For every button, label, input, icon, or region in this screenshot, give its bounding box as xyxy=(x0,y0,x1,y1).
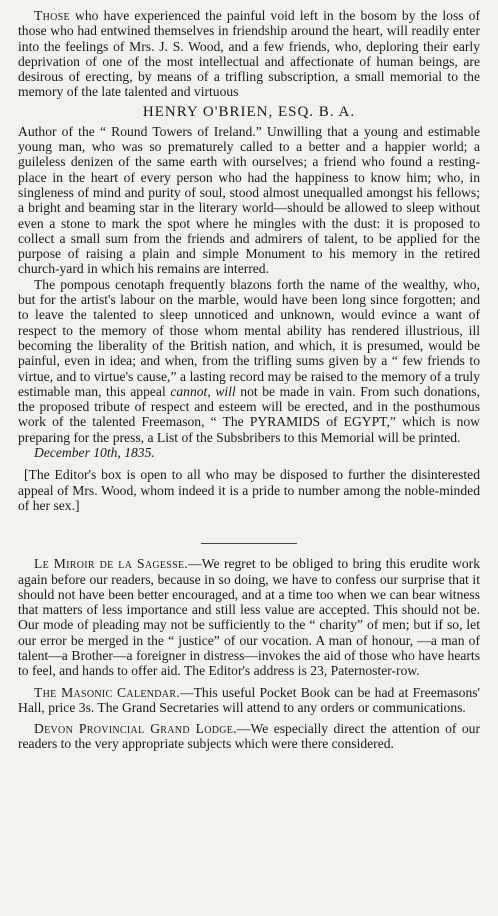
section-divider xyxy=(201,543,297,544)
appeal-paragraph: Author of the “ Round Towers of Ireland.” Unwilling that a young and estimable young man, who was so prematurely called to a better and a happier world; a guileless denizen of the same earth with ourselves; a friend who found a resting-place in the heart of every person who had the happiness to know him; who, in singleness of mind and purity of soul, stood almost unequalled amongst his fellows; a bright and beaming star in the literary world—should be allowed to sleep without even a stone to mark the spot where he mingles with the dust: it is proposed to collect a small sum from the friends and admirers of talent, to be applied for the purpose of raising a plain and simple Monument to his memory in the retired church-yard in which his remains are interred. xyxy=(18,123,480,277)
intro-text: who have experienced the painful void left in the bosom by the loss of those who had entwined themselves in friendship around the heart, will readily enter into the feelings of Mrs. J. S. Wood, and a few friends, who, deploring their early deprivation of one of the most intellectual and affectionate of human beings, are desirous of erecting, by means of a trifling subscription, a small memorial to the memory of the late talented and virtuous xyxy=(18,8,480,100)
editor-note: [The Editor's box is open to all who may be disposed to further the disinterested appeal of Mrs. Wood, whom indeed it is a pride to number among the noble-minded of her sex.] xyxy=(18,467,480,513)
notice-title: The Masonic Calendar. xyxy=(34,684,180,700)
notice-text: —We regret to be obliged to bring this erudite work again before our readers, because in so doing, we have to confess our surprise that it should not have been better encouraged, and at a time too when we can bear witness that matters of less importance and still less value are accepted. This should not be. Our mode of pleading may not be sufficiently to the “ charity” of men; but if so, let our error be merged in the “ justice” of our vocation. A man of honour, —a man of talent—a Brother—a foreigner in distress—invokes the aid of those who have hearts to feel, and hands to offer aid. The Editor's address is 23, Paternoster-row. xyxy=(18,556,480,679)
cenotaph-text-a: The pompous cenotaph frequently blazons forth the name of the wealthy, who, but for the artist's labour on the marble, would have been long since forgotten; and to leave the talented to sleep unnoticed and unknown, would evince a want of respect to the memory of those whom mental ability has rendered illustrious, ill becoming the liberality of the British nation, and which, it is presumed, would be painful, even in idea; and when, from the trifling sums given by a “ few friends to virtue, and to virtue's cause,” a lasting record may be raised to the memory of a truly estimable man, this appeal xyxy=(18,276,480,399)
notice-title: Devon Provincial Grand Lodge. xyxy=(34,721,237,737)
emphasis-will: will xyxy=(215,383,236,399)
memorial-name-heading: HENRY O'BRIEN, ESQ. B. A. xyxy=(142,103,356,120)
cenotaph-text-b: not be made in vain. From such donations, the proposed tribute of respect and esteem will be erected, and in the posthumous work of the talented Freemason, “ The PYRAMIDS of EGYPT,” which is now preparing for the press, a List of the Subsbribers to this Memorial will be printed. xyxy=(18,383,480,445)
notice-title: Le Miroir de la Sagesse. xyxy=(34,556,189,572)
cenotaph-paragraph xyxy=(18,277,480,445)
notice-masonic-calendar xyxy=(18,685,480,716)
intro-lead-word: Those xyxy=(34,8,70,23)
notice-miroir xyxy=(18,556,480,678)
notice-text: —We especially direct the attention of our readers to the very appropriate subjects which were there considered. xyxy=(18,721,480,752)
emphasis-cannot: cannot xyxy=(170,383,208,399)
intro-paragraph xyxy=(18,8,480,100)
notice-text: —This useful Pocket Book can be had at Freemasons' Hall, price 3s. The Grand Secretaries will attend to any orders or communications. xyxy=(18,684,480,715)
article-date: December 10th, 1835. xyxy=(34,445,155,461)
cenotaph-comma: , xyxy=(207,383,216,399)
notice-devon-lodge xyxy=(18,721,480,752)
